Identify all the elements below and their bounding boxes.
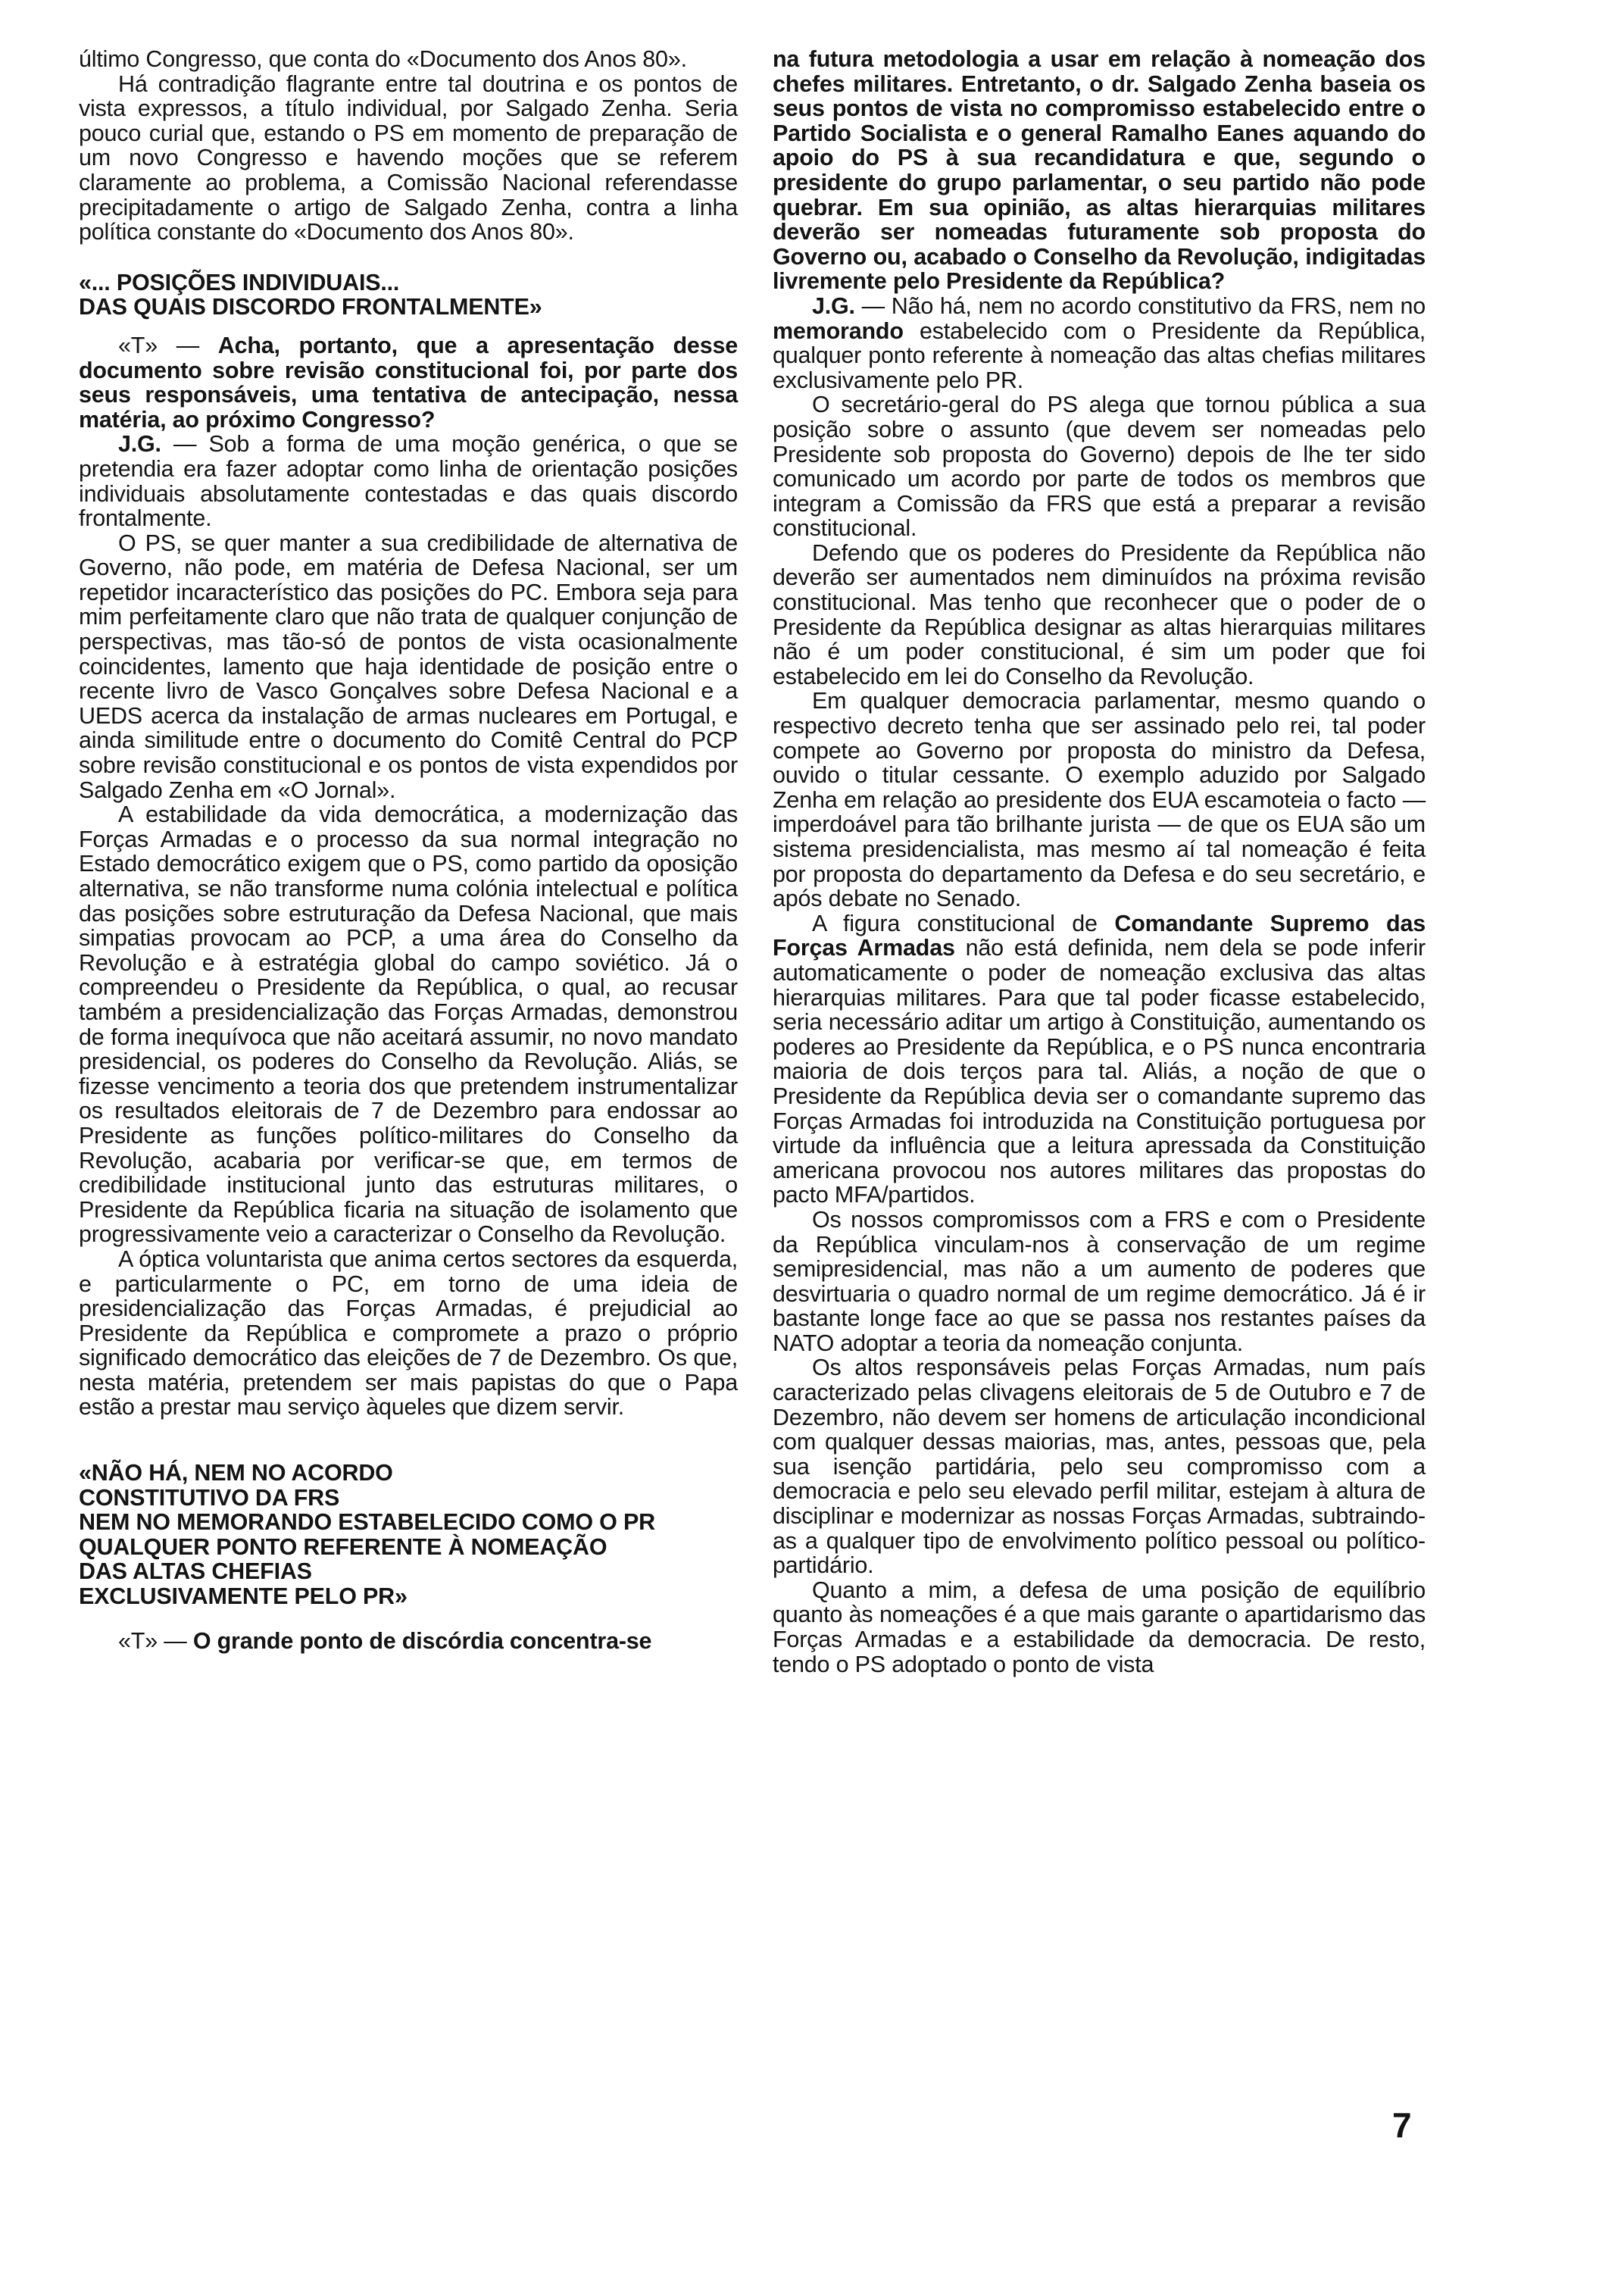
answer-text: estabelecido com o Presidente da República, qualquer ponto referente à nomeação das altas chefias militares exclusivamente pelo PR.	[773, 317, 1426, 393]
answer-text: — Sob a forma de uma moção genérica, o que se pretendia era fazer adoptar como linha de orientação posições individuais absolutamente contestadas e das quais discordo frontalmente.	[79, 431, 738, 532]
question-prefix: «T» —	[118, 332, 218, 358]
heading-line: NEM NO MEMORANDO ESTABELECIDO COMO O PR	[79, 1509, 655, 1536]
heading-line: «... POSIÇÕES INDIVIDUAIS...	[79, 269, 400, 295]
interview-question	[79, 1629, 738, 1654]
paragraph: último Congresso, que conta do «Documento dos Anos 80».	[79, 46, 687, 72]
paragraph: Os altos responsáveis pelas Forças Armadas, num país caracterizado pelas clivagens eleitorais de 5 de Outubro e 7 de Dezembro, não devem ser homens de articulação incondicional com qualquer dessas maiorias, mas, antes, pessoas que, pela sua isenção partidária, pelo seu compromisso com a democracia e pelo seu elevado perfil militar, estejam à altura de disciplinar e modernizar as nossas Forças Armadas, subtraindo-as a qualquer tipo de envolvimento político pessoal ou político-partidário.	[773, 1355, 1426, 1579]
heading-line: CONSTITUTIVO DA FRS	[79, 1484, 340, 1511]
section-heading	[79, 270, 738, 320]
paragraph: Defendo que os poderes do Presidente da República não deverão ser aumentados nem diminuídos na próxima revisão constitucional. Mas tenho que reconhecer que o poder de o Presidente da República designar as altas hierarquias militares não é um poder constitucional, é sim um poder que foi estabelecido em lei do Conselho da Revolução.	[773, 539, 1426, 689]
paragraph-text: não está definida, nem dela se pode inferir automaticamente o poder de nomeação exclusiva das altas hierarquias militares. Para que tal poder ficasse estabelecido, seria necessário aditar um artigo à Constituição, aumentando os poderes ao Presidente da República, e o PS nunca encontraria maioria de dois terços para tal. Aliás, a noção de que o Presidente da República devia ser o comandante supremo das Forças Armadas foi introduzida na Constituição portuguesa por virtude da influência que a leitura apressada da Constituição americana provocou nos autores militares das propostas do pacto MFA/partidos.	[773, 935, 1426, 1208]
interview-question	[79, 333, 738, 432]
question-text: Acha, portanto, que a apresentação desse documento sobre revisão constitucional foi, por parte dos seus responsáveis, uma tentativa de antecipação, nessa matéria, ao próximo Congresso?	[79, 332, 738, 433]
paragraph	[773, 911, 1426, 1208]
section-heading	[79, 1461, 738, 1609]
paragraph: O PS, se quer manter a sua credibilidade de alternativa de Governo, não pode, em matéria de Defesa Nacional, ser um repetidor incaracterístico das posições do PC. Embora seja para mim perfeitamente claro que não trata de qualquer conjunção de perspectivas, mas tão-só de pontos de vista ocasionalmente coincidentes, lamento que haja identidade de posição entre o recente livro de Vasco Gonçalves sobre Defesa Nacional e a UEDS acerca da instalação de armas nucleares em Portugal, e ainda similitude entre o documento do Comitê Central do PCP sobre revisão constitucional e os pontos de vista expendidos por Salgado Zenha em «O Jornal».	[79, 530, 738, 803]
paragraph: Há contradição flagrante entre tal doutrina e os pontos de vista expressos, a título individual, por Salgado Zenha. Seria pouco curial que, estando o PS em momento de preparação de um novo Congresso e havendo moções que se referem claramente ao problema, a Comissão Nacional referendasse precipitadamente o artigo de Salgado Zenha, contra a linha política constante do «Documento dos Anos 80».	[79, 70, 738, 245]
heading-line: DAS ALTAS CHEFIAS	[79, 1558, 312, 1585]
question-text: O grande ponto de discórdia concentra-se	[192, 1627, 652, 1654]
heading-line: «NÃO HÁ, NEM NO ACORDO	[79, 1460, 393, 1486]
paragraph: A óptica voluntarista que anima certos sectores da esquerda, e particularmente o PC, em torno de uma ideia de presidencialização das Forças Armadas, é prejudicial ao Presidente da República e compromete a prazo o próprio significado democrático das eleições de 7 de Dezembro. Os que, nesta matéria, pretendem ser mais papistas do que o Papa estão a prestar mau serviço àqueles que dizem servir.	[79, 1246, 738, 1421]
paragraph-bold-term: Comandante Supremo das Forças Armadas	[773, 910, 1426, 961]
interview-answer	[79, 432, 738, 530]
heading-line: EXCLUSIVAMENTE PELO PR»	[79, 1583, 408, 1610]
answer-text: — Não há, nem no acordo constitutivo da FRS, nem no	[854, 292, 1426, 319]
paragraph-text: A figura constitucional de	[812, 910, 1115, 936]
answer-label: J.G.	[118, 431, 161, 458]
paragraph: A estabilidade da vida democrática, a modernização das Forças Armadas e o processo da sua normal integração no Estado democrático exigem que o PS, como partido da oposição alternativa, se não transforme numa colónia intelectual e política das posições sobre estruturação da Defesa Nacional, que mais simpatias provocam ao PCP, a uma área do Conselho da Revolução e à estratégia global do campo soviético. Já o compreendeu o Presidente da República, o qual, ao recusar também a presidencialização das Forças Armadas, demonstrou de forma inequívoca que não aceitará assumir, no novo mandato presidencial, os poderes do Conselho da Revolução. Aliás, se fizesse vencimento a teoria dos que pretendem instrumentalizar os resultados eleitorais de 7 de Dezembro para endossar ao Presidente as funções político-militares do Conselho da Revolução, acabaria por verificar-se que, em termos de credibilidade institucional junto das estruturas militares, o Presidente da República ficaria na situação de isolamento que progressivamente veio a caracterizar o Conselho da Revolução.	[79, 802, 738, 1248]
answer-bold-term: memorando	[773, 317, 904, 344]
paragraph: O secretário-geral do PS alega que tornou pública a sua posição sobre o assunto (que devem ser nomeadas pelo Presidente sob proposta do Governo) depois de lhe ter sido comunicado um acordo por parte de todos os membros que integram a Comissão da FRS que está a preparar a revisão constitucional.	[773, 392, 1426, 542]
interview-question-continued: na futura metodologia a usar em relação à nomeação dos chefes militares. Entretanto, o dr. Salgado Zenha baseia os seus pontos de vista no compromisso estabelecido entre o Partido Socialista e o general Ramalho Eanes aquando do apoio do PS à sua recandidatura e que, segundo o presidente do grupo parlamentar, o seu partido não pode quebrar. Em sua opinião, as altas hierarquias militares deverão ser nomeadas futuramente sob proposta do Governo ou, acabado o Conselho da Revolução, indigitadas livremente pelo Presidente da República?	[773, 46, 1426, 295]
heading-line: DAS QUAIS DISCORDO FRONTALMENTE»	[79, 294, 542, 320]
answer-label: J.G.	[812, 292, 855, 319]
paragraph: Em qualquer democracia parlamentar, mesmo quando o respectivo decreto tenha que ser assinado pelo rei, tal poder compete ao Governo por proposta do ministro da Defesa, ouvido o titular cessante. O exemplo aduzido por Salgado Zenha em relação ao presidente dos EUA escamoteia o facto — imperdoável para tão brilhante jurista — de que os EUA são um sistema presidencialista, mas mesmo aí tal nomeação é feita por proposta do departamento da Defesa e do seu secretário, e após debate no Senado.	[773, 688, 1426, 912]
right-column	[773, 47, 1426, 1677]
interview-answer	[773, 294, 1426, 392]
left-column	[79, 47, 738, 1653]
paragraph: Os nossos compromissos com a FRS e com o Presidente da República vinculam-nos à conservação de um regime semipresidencial, mas não a um aumento de poderes que desvirtuaria o quadro normal de um regime democrático. Já é ir bastante longe face ao que se passa nos restantes países da NATO adoptar a teoria da nomeação conjunta.	[773, 1206, 1426, 1356]
paragraph: Quanto a mim, a defesa de uma posição de equilíbrio quanto às nomeações é a que mais garante o apartidarismo das Forças Armadas e a estabilidade da democracia. De resto, tendo o PS adoptado o ponto de vista	[773, 1577, 1426, 1677]
question-prefix: «T» —	[118, 1627, 193, 1654]
heading-line: QUALQUER PONTO REFERENTE À NOMEAÇÃO	[79, 1533, 607, 1560]
page-number: 7	[1392, 2105, 1412, 2145]
